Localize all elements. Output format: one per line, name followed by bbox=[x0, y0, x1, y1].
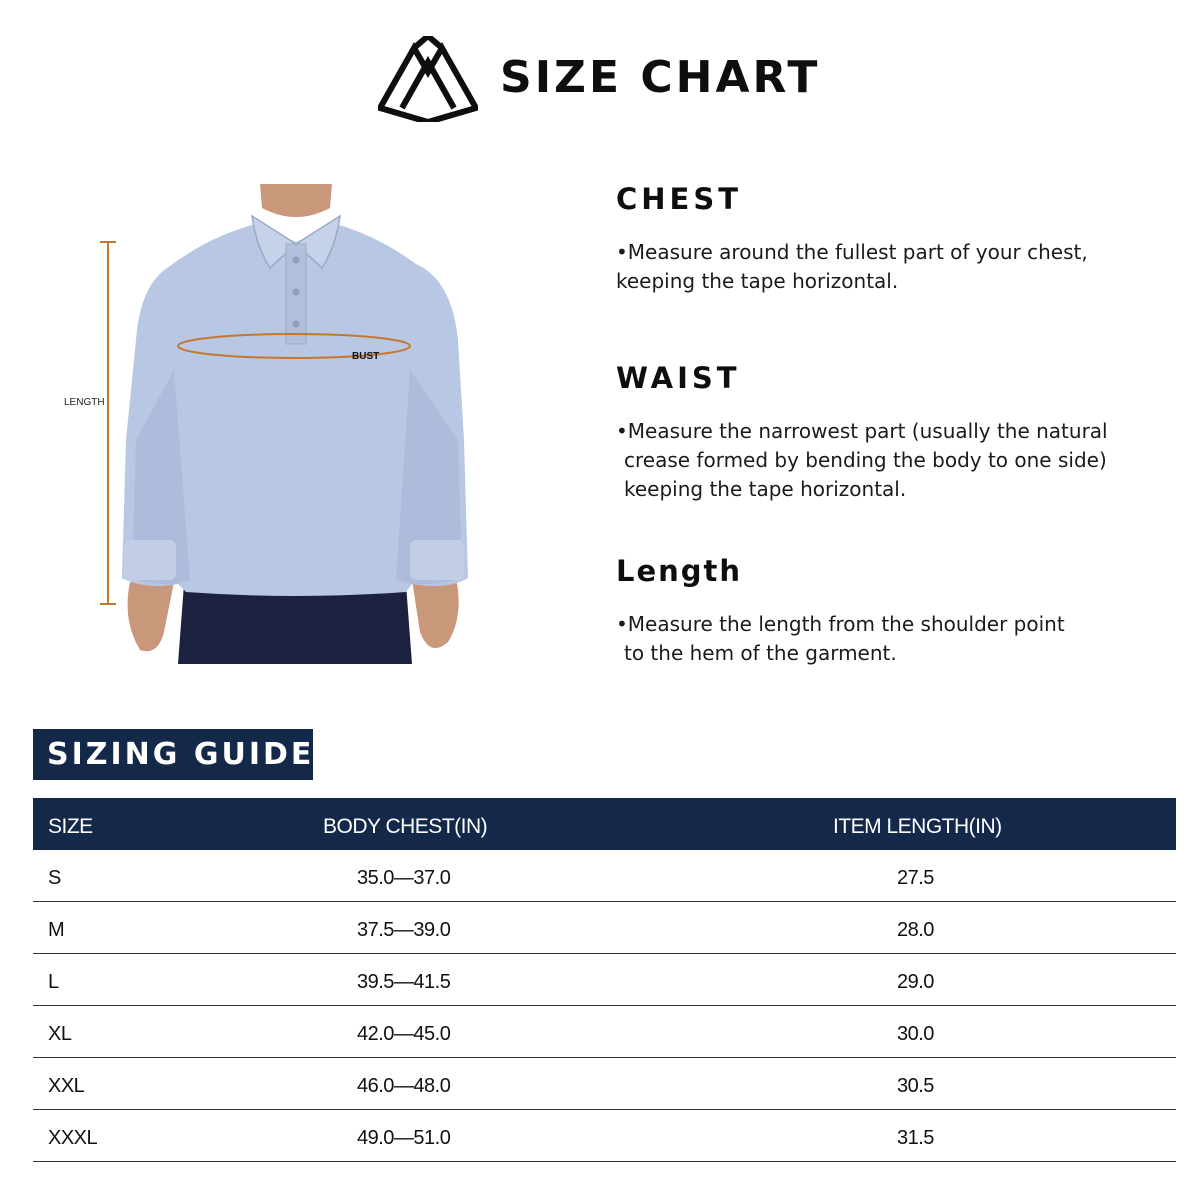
table-row bbox=[33, 1110, 1176, 1162]
column-header-size: SIZE bbox=[48, 815, 93, 838]
table-row bbox=[33, 902, 1176, 954]
size-cell: XL bbox=[48, 1023, 72, 1045]
length-description: •Measure the length from the shoulder point to the hem of the garment. bbox=[616, 612, 1065, 665]
size-cell: S bbox=[48, 867, 61, 889]
table-row bbox=[33, 850, 1176, 902]
triangle-mountain-logo-icon bbox=[378, 36, 478, 122]
column-header-length: ITEM LENGTH(IN) bbox=[833, 815, 1002, 838]
size-cell: XXXL bbox=[48, 1127, 98, 1149]
waist-section bbox=[616, 361, 1176, 504]
table-row bbox=[33, 1058, 1176, 1110]
table-row bbox=[33, 1006, 1176, 1058]
chest-title: CHEST bbox=[616, 182, 743, 216]
length-cell: 29.0 bbox=[897, 971, 934, 993]
model-shirt-figure bbox=[60, 180, 480, 670]
sizing-guide-label: SIZING GUIDE bbox=[33, 729, 313, 780]
length-cell: 30.5 bbox=[897, 1075, 934, 1097]
length-cell: 27.5 bbox=[897, 867, 934, 889]
chest-cell: 35.0—37.0 bbox=[357, 867, 451, 889]
chest-cell: 39.5—41.5 bbox=[357, 971, 451, 993]
model-right-hand bbox=[412, 578, 459, 648]
waist-description: •Measure the narrowest part (usually the natural crease formed by bending the body to one side) keeping the tape horizontal. bbox=[616, 419, 1108, 501]
chest-cell: 46.0—48.0 bbox=[357, 1075, 451, 1097]
chest-section bbox=[616, 182, 1176, 296]
length-cell: 31.5 bbox=[897, 1127, 934, 1149]
chest-cell: 49.0—51.0 bbox=[357, 1127, 451, 1149]
waist-title: WAIST bbox=[616, 361, 741, 395]
shirt-button bbox=[293, 257, 300, 264]
chest-cell: 37.5—39.0 bbox=[357, 919, 451, 941]
shirt-button bbox=[293, 289, 300, 296]
length-cell: 28.0 bbox=[897, 919, 934, 941]
length-section bbox=[616, 554, 1176, 668]
bust-label: BUST bbox=[352, 351, 380, 362]
length-cell: 30.0 bbox=[897, 1023, 934, 1045]
model-face bbox=[260, 184, 332, 217]
column-header-chest: BODY CHEST(IN) bbox=[323, 815, 488, 838]
size-cell: XXL bbox=[48, 1075, 85, 1097]
length-label: LENGTH bbox=[64, 397, 105, 408]
page-title: SIZE CHART bbox=[500, 52, 821, 103]
length-title: Length bbox=[616, 554, 743, 588]
sizing-table bbox=[33, 798, 1176, 1162]
chest-cell: 42.0—45.0 bbox=[357, 1023, 451, 1045]
table-row bbox=[33, 954, 1176, 1006]
header bbox=[0, 30, 1200, 130]
model-pants bbox=[178, 584, 412, 664]
shirt-button bbox=[293, 321, 300, 328]
size-cell: L bbox=[48, 971, 59, 993]
size-cell: M bbox=[48, 919, 65, 941]
table-header bbox=[33, 798, 1176, 850]
chest-description: •Measure around the fullest part of your chest, keeping the tape horizontal. bbox=[616, 240, 1088, 293]
model-left-hand bbox=[128, 582, 174, 651]
